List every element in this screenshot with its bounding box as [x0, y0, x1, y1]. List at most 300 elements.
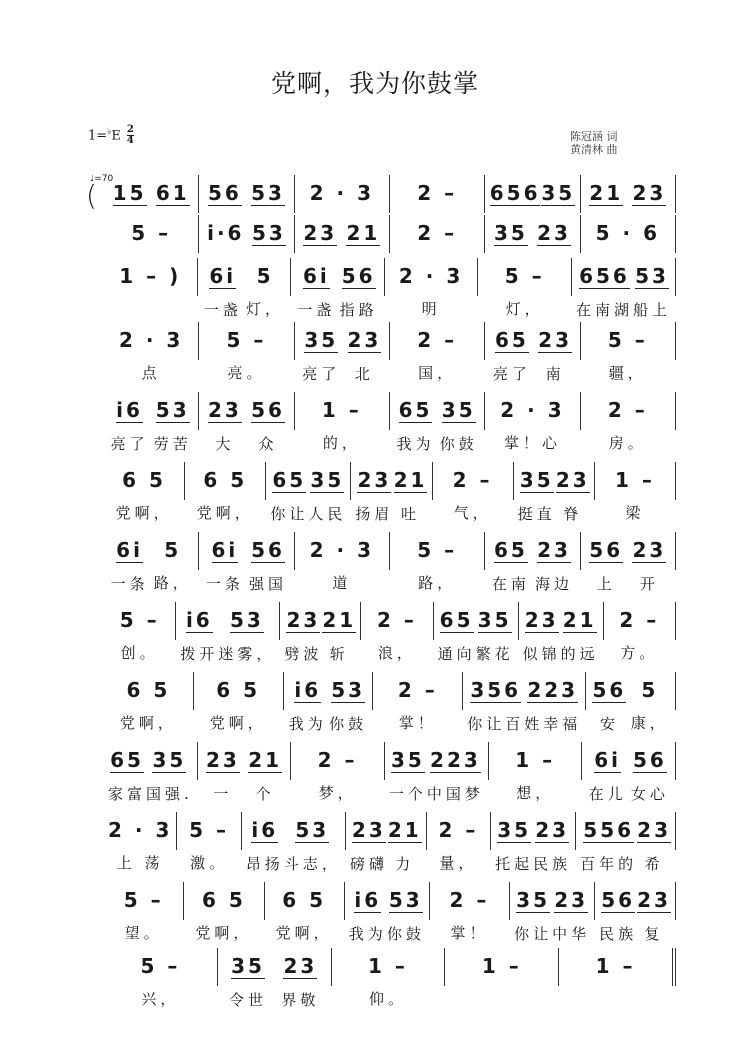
lyric: 国强.	[146, 785, 193, 803]
note-group	[495, 812, 533, 874]
measure	[199, 532, 294, 593]
lyric: 掌！心	[503, 434, 561, 452]
notes: 5 –	[189, 818, 230, 842]
measure	[199, 322, 294, 382]
intro-parenthesis: (	[86, 179, 97, 212]
measure	[361, 602, 433, 662]
lyric: 亮了	[110, 435, 149, 453]
note-group	[340, 258, 378, 320]
lyric: 家富	[108, 785, 147, 803]
note-group	[113, 175, 147, 216]
lyric: 强国	[249, 575, 288, 593]
note-group	[417, 215, 457, 255]
lyric: 亮了	[492, 365, 531, 383]
lyric: 界敬	[281, 991, 320, 1009]
lyric: 上	[596, 575, 616, 593]
notes: 2 –	[397, 678, 438, 702]
notes: 2 –	[438, 818, 479, 842]
notes: 65	[399, 392, 433, 423]
measure	[199, 215, 294, 253]
lyric: 党啊，	[275, 924, 333, 942]
lyric: 亮了	[302, 365, 341, 383]
score-system	[104, 602, 676, 662]
note-group	[632, 175, 666, 216]
notes: 2 –	[417, 221, 458, 245]
notes: 5	[641, 678, 659, 702]
notes: 2 · 3	[398, 264, 464, 288]
notes: 56	[251, 392, 285, 423]
notes: 356	[470, 672, 521, 703]
note-group	[348, 322, 382, 384]
measure	[390, 392, 485, 453]
notes: 65	[440, 602, 474, 633]
measure	[199, 392, 294, 453]
note-group	[561, 602, 599, 664]
notes: 65	[495, 322, 529, 353]
lyric: 党啊，	[195, 924, 253, 942]
measure	[104, 602, 176, 662]
measure	[581, 322, 676, 382]
notes: 1 – )	[119, 264, 182, 288]
notes: 223	[430, 742, 481, 773]
notes: 35	[516, 882, 550, 913]
note-group	[208, 175, 242, 216]
notes: 2 · 3	[108, 818, 173, 842]
notes: 23	[535, 812, 569, 843]
notes: 23	[303, 215, 337, 246]
note-group	[368, 948, 408, 1009]
measure	[485, 322, 580, 383]
note-group	[251, 175, 285, 216]
note-group	[246, 258, 284, 319]
note-group	[537, 215, 571, 256]
notes: 5	[256, 264, 274, 288]
note-group	[116, 462, 173, 523]
notes: 6 5	[282, 888, 327, 912]
note-group	[515, 742, 555, 803]
lyric: 开	[639, 575, 659, 593]
lyric: 党啊，	[115, 504, 173, 522]
note-group	[492, 532, 530, 594]
note-group	[631, 672, 669, 733]
lyric: 党啊，	[209, 714, 267, 732]
notes: 21	[563, 602, 597, 633]
measure	[390, 532, 485, 592]
note-group	[576, 258, 633, 320]
lyric: 在南湖	[575, 301, 633, 319]
lyric: 人民	[308, 505, 347, 523]
lyric: 方。	[620, 644, 659, 662]
lyric: 迷雾，	[218, 645, 276, 663]
measure	[445, 948, 559, 986]
score-system	[104, 532, 676, 592]
lyric: 激。	[190, 854, 229, 872]
notes: 1 –	[595, 954, 636, 978]
notes: 23	[556, 462, 590, 493]
lyric: 中华	[552, 925, 591, 943]
notes: 2 · 3	[309, 538, 374, 562]
measure	[185, 462, 266, 522]
note-group	[389, 742, 427, 804]
notes: 61	[156, 175, 190, 206]
note-group	[500, 392, 564, 453]
notes: 2 · 3	[118, 328, 184, 352]
note-group	[329, 672, 367, 734]
measure	[572, 258, 676, 319]
note-group	[204, 258, 242, 320]
notes: 6 5	[202, 888, 246, 912]
measure	[184, 882, 264, 942]
tempo-marking: ♩=70	[90, 174, 114, 184]
note-group	[252, 215, 286, 256]
notes: 23	[637, 882, 671, 913]
notes: 35	[494, 215, 528, 246]
note-group	[397, 392, 435, 454]
note-group	[218, 602, 275, 664]
measure	[291, 742, 385, 802]
measure	[104, 948, 218, 1008]
lyric: 众	[258, 435, 278, 453]
notes: 23	[537, 532, 571, 563]
note-group	[154, 532, 192, 593]
note-group	[533, 812, 571, 874]
lyric: 斗志，	[283, 855, 341, 873]
note-group	[580, 812, 637, 874]
notes: 53	[295, 812, 329, 843]
notes: 56	[589, 532, 623, 563]
note-group	[195, 882, 252, 943]
lyric: 的，	[322, 434, 361, 452]
note-group	[310, 532, 374, 593]
note-group	[633, 258, 671, 320]
lyric: 扬眉	[355, 505, 394, 523]
lyric: 创。	[120, 644, 159, 662]
lyric: 掌！	[398, 714, 437, 732]
note-group	[552, 882, 590, 944]
notes: 35	[520, 462, 554, 493]
note-group	[246, 812, 284, 874]
notes: 21	[589, 175, 623, 206]
lyric: 令世	[228, 991, 267, 1009]
notes: 21	[394, 462, 428, 493]
measure	[295, 322, 390, 383]
notes: 556	[583, 812, 634, 843]
note-group	[180, 602, 218, 664]
lyric: 我为	[288, 715, 327, 733]
notes: 35	[152, 742, 186, 773]
notes: 35	[304, 322, 338, 353]
lyric: 你让百	[467, 715, 525, 733]
notes: 23	[538, 322, 572, 353]
notes: 5 –	[140, 954, 181, 978]
lyric: 你鼓	[329, 715, 368, 733]
score-system	[104, 672, 676, 732]
measure	[104, 462, 185, 522]
note-group	[523, 602, 561, 664]
notes: i·6	[207, 221, 245, 245]
measure	[198, 258, 292, 319]
note-group	[284, 602, 322, 664]
lyric: 希	[644, 855, 664, 873]
lyric: 北	[354, 365, 374, 383]
note-group	[206, 742, 240, 804]
note-group	[154, 392, 192, 454]
lyric: 通向	[437, 645, 476, 663]
lyric: 在南	[491, 575, 530, 593]
notes: 56	[251, 532, 285, 563]
measure	[346, 812, 427, 873]
note-group	[131, 215, 171, 255]
lyric: 房。	[608, 434, 647, 452]
notes: 23	[537, 215, 571, 246]
note-group	[599, 882, 637, 944]
note-group	[467, 672, 524, 734]
lyric: 兴，	[141, 990, 180, 1008]
lyric: 点	[141, 364, 161, 382]
note-group	[596, 215, 660, 255]
notes: 23	[554, 882, 588, 913]
notes: 65	[272, 462, 306, 493]
measure	[390, 322, 485, 382]
notes: 6 5	[126, 678, 171, 702]
measure	[489, 742, 583, 802]
measure	[199, 175, 294, 213]
lyric: 党啊，	[119, 714, 177, 732]
measure	[295, 215, 390, 253]
notes: 5 –	[131, 221, 172, 245]
score-system	[104, 392, 676, 452]
notes: 56	[208, 175, 242, 206]
note-group	[355, 462, 393, 524]
measure	[604, 602, 676, 662]
note-group	[450, 882, 490, 943]
measure	[265, 882, 345, 942]
measure	[586, 672, 676, 733]
notes: 2 –	[417, 181, 458, 205]
measure	[295, 392, 390, 452]
notes: 656	[579, 258, 630, 289]
measure	[104, 532, 199, 593]
notes: 15	[113, 175, 147, 206]
notes: 21	[388, 812, 422, 843]
note-group	[398, 672, 438, 733]
lyric: 明	[421, 300, 441, 318]
notes: 21	[346, 215, 380, 246]
notes: 2 –	[619, 608, 660, 632]
notes: 35	[310, 462, 344, 493]
lyric: 量，	[439, 854, 478, 872]
lyric: 我为	[396, 435, 435, 453]
measure	[104, 812, 177, 872]
measure	[485, 175, 580, 213]
measure	[332, 948, 446, 1008]
notes: 2 –	[449, 888, 490, 912]
notes: 23	[208, 392, 242, 423]
note-group	[417, 175, 457, 215]
note-group	[514, 882, 552, 944]
measure	[266, 462, 351, 523]
note-group	[281, 948, 319, 1010]
notes: 23	[632, 532, 666, 563]
note-group	[453, 462, 493, 523]
note-group	[476, 602, 514, 664]
note-group	[619, 602, 659, 663]
notes: i6	[186, 602, 213, 633]
note-group	[251, 392, 285, 454]
note-group	[518, 462, 556, 524]
measure	[345, 882, 430, 943]
measure	[478, 258, 572, 318]
note-group	[197, 462, 254, 523]
notes: 5 –	[607, 328, 648, 352]
note-group	[297, 258, 335, 320]
note-group	[207, 215, 244, 255]
note-group	[608, 392, 648, 453]
lyric: 百年的	[580, 855, 638, 873]
note-group	[438, 602, 476, 664]
measure	[390, 175, 485, 213]
note-group	[637, 812, 671, 874]
lyric: 你让	[270, 505, 309, 523]
lyric: 斩	[329, 645, 349, 663]
note-group	[227, 322, 267, 383]
note-group	[346, 215, 380, 256]
notes: 2 –	[452, 468, 493, 492]
score-system	[104, 948, 676, 1008]
notes: 35	[497, 812, 531, 843]
note-group	[322, 602, 356, 664]
measure	[104, 742, 198, 803]
lyric: 脊	[563, 505, 583, 523]
measure	[595, 882, 676, 943]
notes: 65	[494, 532, 528, 563]
note-group	[248, 742, 282, 804]
notes: 53	[230, 602, 264, 633]
notes: 23	[525, 602, 559, 633]
note-group	[108, 742, 146, 804]
measure	[218, 948, 332, 1009]
lyric: 个	[255, 785, 275, 803]
note-group	[206, 532, 244, 594]
note-group	[387, 882, 425, 944]
lyric: 安	[599, 715, 619, 733]
measure	[390, 215, 485, 253]
note-group	[596, 948, 636, 988]
notes: 53	[635, 258, 669, 289]
notes: i6	[354, 882, 381, 913]
lyric: 气，	[453, 504, 492, 522]
note-group	[124, 882, 164, 943]
notes: 23	[283, 948, 317, 979]
note-group	[318, 742, 358, 803]
note-group	[303, 215, 337, 256]
lyric: 路，	[153, 574, 192, 592]
note-group	[535, 532, 573, 594]
note-group	[505, 258, 545, 319]
notes: 5 –	[119, 608, 160, 632]
note-group	[229, 948, 267, 1010]
notes: 53	[156, 392, 190, 423]
note-group	[140, 948, 180, 1009]
note-group	[308, 462, 346, 524]
measure	[385, 742, 489, 803]
note-group	[108, 812, 172, 873]
notes: 23	[352, 812, 386, 843]
note-group	[302, 322, 340, 384]
notes: 2 · 3	[500, 398, 565, 422]
lyric: 磅礴	[349, 855, 388, 873]
notes: 2 –	[376, 608, 417, 632]
notes: 1 –	[481, 954, 522, 978]
notes: 2 –	[317, 748, 358, 772]
note-group	[394, 462, 428, 524]
lyric: 女心	[630, 785, 669, 803]
note-group	[631, 742, 669, 804]
note-group	[120, 602, 160, 663]
note-group	[417, 532, 457, 593]
lyric: 浪，	[377, 644, 416, 662]
notes: 5 –	[226, 328, 267, 352]
measure	[104, 322, 199, 382]
measure	[485, 215, 580, 253]
lyric: 灯，	[246, 300, 285, 318]
note-group	[284, 812, 341, 874]
lyricist-credit: 陈冠涵 词	[570, 130, 618, 143]
lyric: 一个	[388, 785, 427, 803]
notes: 6i	[594, 742, 621, 773]
note-group	[538, 322, 572, 384]
lyric: 姓幸福	[524, 715, 582, 733]
note-group	[637, 882, 671, 944]
note-group	[119, 322, 183, 383]
notes: 6i	[212, 532, 239, 563]
lyric: 你鼓	[439, 435, 478, 453]
lyric: 康，	[630, 714, 669, 732]
lyric: 挺直	[517, 505, 556, 523]
measure	[430, 882, 510, 942]
notes: 1 –	[614, 468, 655, 492]
lyric: 劈波	[284, 645, 323, 663]
lyric: 中国梦	[426, 785, 484, 803]
notes: 5 · 6	[595, 221, 660, 245]
note-group	[349, 882, 387, 944]
lyric: 一盏	[297, 301, 336, 319]
note-group	[490, 175, 541, 216]
note-group	[589, 742, 627, 804]
notes: 6 5	[203, 468, 248, 492]
note-group	[592, 672, 626, 734]
note-group	[388, 812, 422, 874]
lyric: 劳苦	[153, 435, 192, 453]
lyric: 民族	[599, 925, 638, 943]
measure	[104, 392, 199, 453]
note-group	[589, 532, 623, 594]
notes: 35	[478, 602, 512, 633]
song-title: 党啊，我为你鼓掌	[270, 69, 479, 98]
measure	[373, 672, 463, 732]
lyric: 一	[213, 785, 233, 803]
notes: 1 –	[321, 398, 362, 422]
lyric: 南	[545, 365, 565, 383]
notes: 5 –	[123, 888, 164, 912]
notes: 6i	[116, 532, 143, 563]
note-group	[189, 812, 229, 873]
measure	[514, 462, 595, 523]
note-group	[494, 215, 528, 256]
measure	[485, 392, 580, 452]
lyric: 道	[332, 574, 352, 592]
measure	[351, 462, 432, 523]
